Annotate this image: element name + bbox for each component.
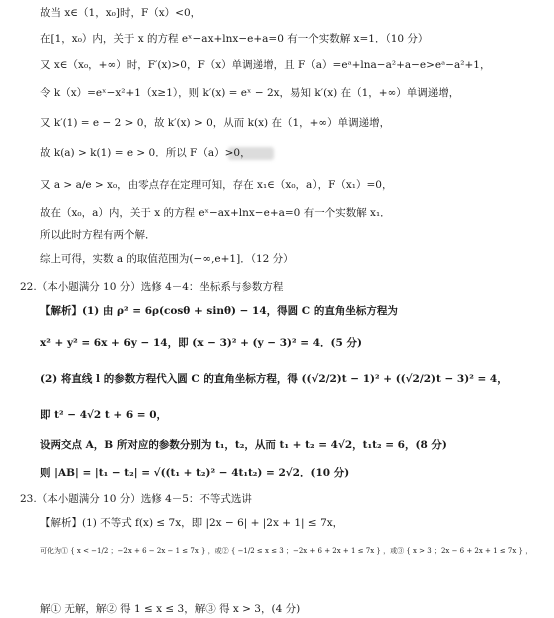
text-line-l17: 则 |AB| = |t₁ − t₂| = √((t₁ + t₂)² − 4t₁t₂) = 2√2．(10 分) bbox=[40, 467, 350, 479]
text-line-l16: 设两交点 A，B 所对应的参数分别为 t₁，t₂，从而 t₁ + t₂ = 4√2，t₁t₂ = 6，(8 分) bbox=[40, 439, 447, 451]
text-line-l01: 故当 x∈（1，x₀]时，F（x）<0， bbox=[40, 7, 202, 19]
text-line-l14: (2) 将直线 l 的参数方程代入圆 C 的直角坐标方程，得 ((√2/2)t − 1)² + ((√2/2)t − 3)² = 4， bbox=[40, 373, 508, 385]
text-line-l08: 故在（x₀，a）内，关于 x 的方程 eˣ−ax+lnx−e+a=0 有一个实数解 x₁． bbox=[40, 207, 391, 219]
text-line-l10: 综上可得，实数 a 的取值范围为(−∞,e+1]．（12 分） bbox=[40, 253, 294, 265]
text-line-l02: 在[1，x₀）内，关于 x 的方程 eˣ−ax+lnx−e+a=0 有一个实数解 x=1．（10 分） bbox=[40, 33, 429, 45]
text-line-l15: 即 t² − 4√2 t + 6 = 0， bbox=[40, 409, 168, 421]
text-line-l13: x² + y² = 6x + 6y − 14，即 (x − 3)² + (y − 3)² = 4．(5 分) bbox=[40, 337, 362, 349]
text-line-l06: 故 k(a) > k(1) = e > 0．所以 F（a）>0， bbox=[40, 147, 251, 159]
text-line-l04: 令 k（x）=eˣ−x²+1（x≥1），则 k′(x) = eˣ − 2x，易知 k′(x) 在（1，+∞）单调递增， bbox=[40, 87, 460, 99]
text-line-l20: 可化为① { x < −1/2 ；−2x + 6 − 2x − 1 ≤ 7x } ，或② { −1/2 ≤ x ≤ 3 ；−2x + 6 + 2x + 1 ≤ 7x } ，或③ { x > 3 ；2x − 6 + 2x + 1 ≤ 7x } ， bbox=[40, 547, 533, 555]
text-line-l18: 23.（本小题满分 10 分）选修 4－5：不等式选讲 bbox=[20, 493, 252, 505]
text-line-l09: 所以此时方程有两个解． bbox=[40, 229, 156, 241]
text-line-l05: 又 k′(1) = e − 2 > 0，故 k′(x) > 0，从而 k(x) 在（1，+∞）单调递增， bbox=[40, 117, 391, 129]
text-line-l03: 又 x∈（x₀，+∞）时，F′(x)>0，F（x）单调递增，且 F（a）=eᵃ+lna−a²+a−e>eᵃ−a²+1， bbox=[40, 59, 491, 71]
text-line-l12: 【解析】(1) 由 ρ² = 6ρ(cosθ + sinθ) − 14，得圆 C 的直角坐标方程为 bbox=[40, 305, 398, 317]
text-line-l07: 又 a > a/e > x₀，由零点存在定理可知，存在 x₁∈（x₀，a），F（x₁）=0， bbox=[40, 179, 393, 191]
text-line-l21: 解① 无解，解② 得 1 ≤ x ≤ 3，解③ 得 x > 3，(4 分) bbox=[40, 603, 301, 615]
text-line-l19: 【解析】(1) 不等式 f(x) ≤ 7x，即 |2x − 6| + |2x + 1| ≤ 7x， bbox=[40, 517, 344, 529]
text-line-l11: 22.（本小题满分 10 分）选修 4－4：坐标系与参数方程 bbox=[20, 281, 284, 293]
